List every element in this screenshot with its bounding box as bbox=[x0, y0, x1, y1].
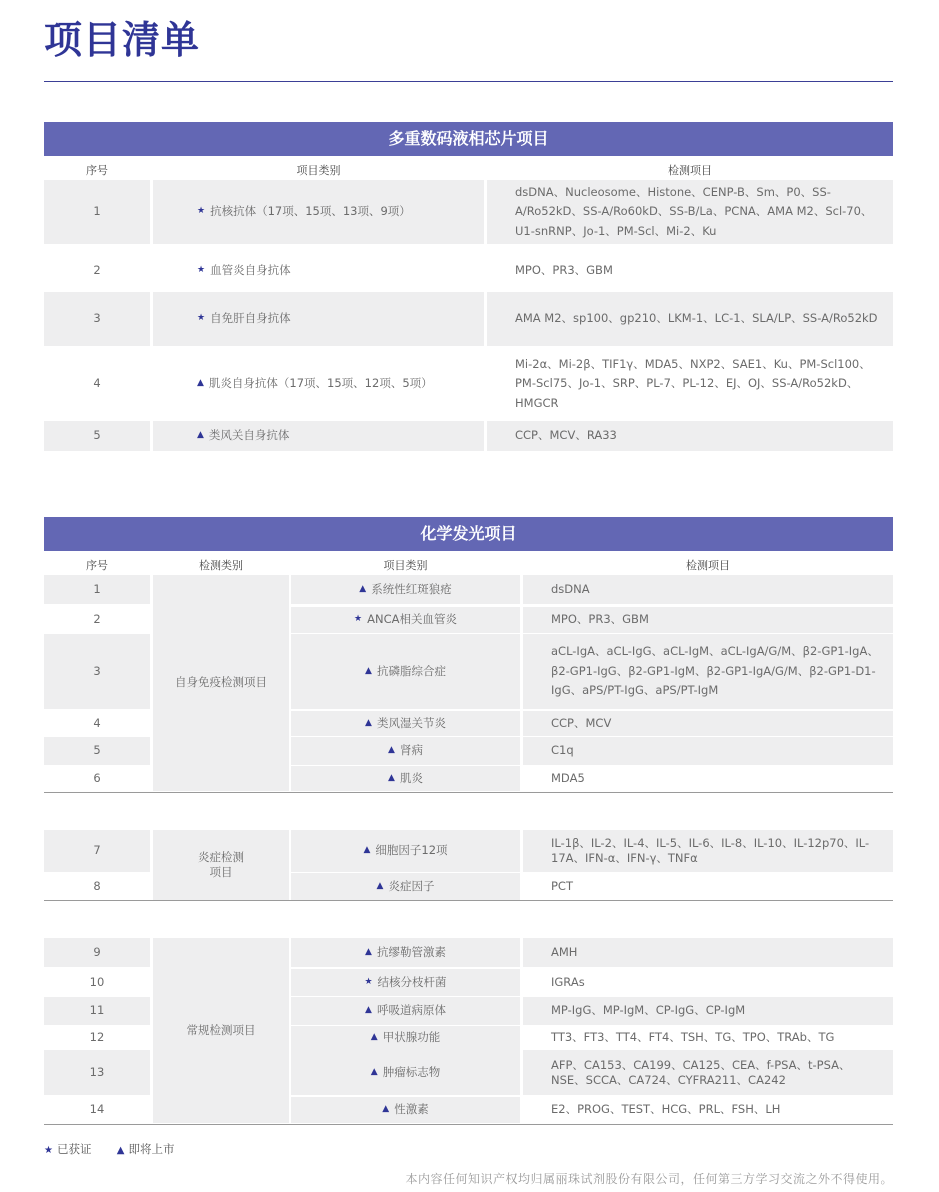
row-number: 3 bbox=[44, 292, 150, 346]
category-label: 肿瘤标志物 bbox=[382, 1064, 441, 1079]
row-items: IL-1β、IL-2、IL-4、IL-5、IL-6、IL-8、IL-10、IL-12p70、IL-17A、IFN-α、IFN-γ、TNFα bbox=[523, 830, 893, 872]
group-divider bbox=[44, 900, 893, 901]
certified-star-icon: ★ bbox=[197, 265, 206, 276]
upcoming-triangle-icon: ▲ bbox=[365, 946, 372, 957]
group-routine: 常规检测项目 bbox=[153, 938, 289, 1123]
row-category bbox=[291, 969, 520, 996]
row-number: 12 bbox=[44, 1026, 150, 1050]
row-category bbox=[291, 711, 520, 736]
row-category bbox=[153, 351, 484, 417]
row-number: 8 bbox=[44, 873, 150, 900]
group-name-line: 项目 bbox=[209, 865, 233, 879]
row-category bbox=[291, 766, 520, 791]
row-items: AFP、CA153、CA199、CA125、CEA、f-PSA、t-PSA、NSE、SCCA、CA724、CYFRA211、CA242 bbox=[523, 1050, 893, 1095]
row-items: Mi-2α、Mi-2β、TIF1γ、MDA5、NXP2、SAE1、Ku、PM-Scl100、PM-Scl75、Jo-1、SRP、PL-7、PL-12、EJ、OJ、SS-A/Ro52kD、HMGCR bbox=[487, 351, 893, 417]
category-label: 甲状腺功能 bbox=[382, 1030, 441, 1045]
col-header-test-type: 检测类别 bbox=[199, 559, 243, 572]
row-category bbox=[153, 292, 484, 346]
row-category bbox=[291, 575, 520, 604]
col-header-items: 检测项目 bbox=[668, 164, 712, 177]
legend-certified: 已获证 bbox=[56, 1142, 92, 1156]
upcoming-triangle-icon: ▲ bbox=[116, 1145, 125, 1156]
row-items: CCP、MCV bbox=[523, 711, 893, 736]
group-divider bbox=[44, 1124, 893, 1125]
row-items: AMH bbox=[523, 938, 893, 967]
row-items: MPO、PR3、GBM bbox=[487, 253, 893, 289]
title-divider bbox=[44, 81, 893, 82]
upcoming-triangle-icon: ▲ bbox=[388, 745, 395, 756]
certified-star-icon: ★ bbox=[354, 614, 363, 625]
row-number: 3 bbox=[44, 634, 150, 709]
row-items: PCT bbox=[523, 873, 893, 900]
category-label: 类风关自身抗体 bbox=[208, 428, 290, 443]
certified-star-icon: ★ bbox=[44, 1145, 53, 1156]
category-label: 结核分枝杆菌 bbox=[377, 974, 447, 989]
category-label: 细胞因子12项 bbox=[375, 843, 448, 858]
section-title: 化学发光项目 bbox=[44, 517, 893, 551]
row-items: dsDNA、Nucleosome、Histone、CENP-B、Sm、P0、SS-A/Ro52kD、SS-A/Ro60kD、SS-B/La、PCNA、AMA M2、Scl-70、U1-snRNP、Jo-1、PM-Scl、Mi-2、Ku bbox=[487, 180, 893, 244]
col-header-no: 序号 bbox=[86, 559, 108, 572]
row-items: CCP、MCV、RA33 bbox=[487, 421, 893, 451]
col-header-items: 检测项目 bbox=[686, 559, 730, 572]
category-label: 性激素 bbox=[394, 1102, 429, 1117]
row-items: E2、PROG、TEST、HCG、PRL、FSH、LH bbox=[523, 1097, 893, 1123]
upcoming-triangle-icon: ▲ bbox=[370, 1032, 378, 1043]
row-category bbox=[291, 997, 520, 1025]
group-inflammation bbox=[153, 830, 289, 900]
category-label: 类风湿关节炎 bbox=[376, 715, 446, 730]
row-number: 7 bbox=[44, 830, 150, 872]
category-label: 呼吸道病原体 bbox=[376, 1003, 446, 1018]
certified-star-icon: ★ bbox=[364, 976, 373, 987]
row-number: 5 bbox=[44, 421, 150, 451]
row-number: 2 bbox=[44, 607, 150, 633]
col-header-category: 项目类别 bbox=[296, 164, 341, 177]
row-category bbox=[291, 1026, 520, 1050]
row-category bbox=[291, 634, 520, 709]
category-label: 系统性红斑狼疮 bbox=[371, 581, 452, 596]
row-category bbox=[291, 1050, 520, 1095]
certified-star-icon: ★ bbox=[197, 313, 206, 324]
row-category bbox=[153, 253, 484, 289]
copyright-notice: 本内容任何知识产权均归属丽珠试剂股份有限公司，任何第三方学习交流之外不得使用。 bbox=[405, 1172, 893, 1186]
category-label: 抗磷脂综合症 bbox=[376, 663, 446, 678]
row-items: TT3、FT3、TT4、FT4、TSH、TG、TPO、TRAb、TG bbox=[523, 1026, 893, 1050]
upcoming-triangle-icon: ▲ bbox=[370, 1066, 378, 1077]
row-number: 10 bbox=[44, 969, 150, 996]
category-label: 肌炎 bbox=[399, 770, 423, 785]
section-liquid-chip bbox=[44, 122, 893, 452]
row-items: C1q bbox=[523, 737, 893, 765]
row-items: MP-IgG、MP-IgM、CP-IgG、CP-IgM bbox=[523, 997, 893, 1025]
group-divider bbox=[44, 792, 893, 793]
row-number: 1 bbox=[44, 180, 150, 244]
category-label: 血管炎自身抗体 bbox=[210, 263, 291, 278]
legend bbox=[44, 1141, 174, 1157]
section-title: 多重数码液相芯片项目 bbox=[44, 122, 893, 156]
upcoming-triangle-icon: ▲ bbox=[363, 845, 371, 856]
upcoming-triangle-icon: ▲ bbox=[365, 665, 372, 676]
row-category bbox=[291, 1097, 520, 1123]
row-number: 11 bbox=[44, 997, 150, 1025]
row-items: MDA5 bbox=[523, 766, 893, 791]
upcoming-triangle-icon: ▲ bbox=[376, 880, 384, 891]
upcoming-triangle-icon: ▲ bbox=[382, 1104, 390, 1115]
row-number: 14 bbox=[44, 1097, 150, 1123]
row-number: 5 bbox=[44, 737, 150, 765]
certified-star-icon: ★ bbox=[197, 206, 206, 217]
row-category bbox=[291, 607, 520, 633]
category-label: 抗缪勒管激素 bbox=[376, 944, 446, 959]
group-name-line: 炎症检测 bbox=[198, 850, 244, 864]
row-category bbox=[291, 737, 520, 765]
upcoming-triangle-icon: ▲ bbox=[388, 772, 395, 783]
upcoming-triangle-icon: ▲ bbox=[365, 717, 372, 728]
col-header-category: 项目类别 bbox=[383, 559, 428, 572]
upcoming-triangle-icon: ▲ bbox=[359, 583, 367, 594]
upcoming-triangle-icon: ▲ bbox=[197, 430, 204, 441]
row-number: 9 bbox=[44, 938, 150, 967]
row-category bbox=[153, 180, 484, 244]
row-number: 6 bbox=[44, 766, 150, 791]
row-category bbox=[291, 938, 520, 967]
row-items: MPO、PR3、GBM bbox=[523, 607, 893, 633]
row-items: IGRAs bbox=[523, 969, 893, 996]
category-label: 肌炎自身抗体（17项、15项、12项、5项） bbox=[208, 376, 433, 391]
legend-upcoming: 即将上市 bbox=[128, 1142, 175, 1156]
row-number: 4 bbox=[44, 351, 150, 417]
upcoming-triangle-icon: ▲ bbox=[365, 1005, 372, 1016]
group-autoimmune: 自身免疫检测项目 bbox=[153, 575, 289, 791]
category-label: 抗核抗体（17项、15项、13项、9项） bbox=[210, 204, 411, 219]
row-category bbox=[153, 421, 484, 451]
col-header-no: 序号 bbox=[86, 164, 108, 177]
upcoming-triangle-icon: ▲ bbox=[197, 378, 204, 389]
section-chemiluminescence bbox=[44, 517, 893, 1127]
category-label: 炎症因子 bbox=[388, 878, 435, 893]
row-category bbox=[291, 830, 520, 872]
category-label: 自免肝自身抗体 bbox=[210, 311, 291, 326]
row-number: 4 bbox=[44, 711, 150, 736]
row-number: 2 bbox=[44, 253, 150, 289]
category-label: ANCA相关血管炎 bbox=[367, 612, 457, 627]
category-label: 肾病 bbox=[399, 743, 423, 758]
row-items: aCL-IgA、aCL-IgG、aCL-IgM、aCL-IgA/G/M、β2-GP1-IgA、β2-GP1-IgG、β2-GP1-IgM、β2-GP1-IgA/G/M、β2-GP1-D1-IgG、aPS/PT-IgG、aPS/PT-IgM bbox=[523, 634, 893, 709]
row-items: dsDNA bbox=[523, 575, 893, 604]
row-number: 13 bbox=[44, 1050, 150, 1095]
row-number: 1 bbox=[44, 575, 150, 604]
row-items: AMA M2、sp100、gp210、LKM-1、LC-1、SLA/LP、SS-A/Ro52kD bbox=[487, 292, 893, 346]
page-title: 项目清单 bbox=[44, 18, 201, 62]
row-category bbox=[291, 873, 520, 900]
